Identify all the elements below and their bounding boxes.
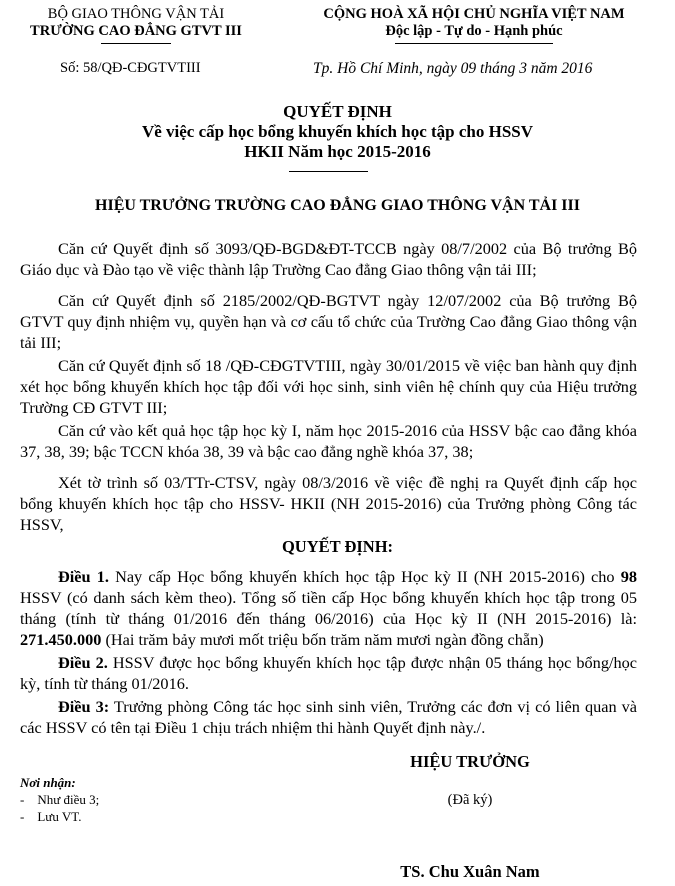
article-3: Điều 3: Trưởng phòng Công tác học sinh sinh viên, Trưởng các đơn vị có liên quan và các HSSV có tên tại Điều 1 chịu trách nhiệm thi hành Quyết định này./. — [20, 697, 638, 737]
article-1-label: Điều 1. — [58, 567, 109, 586]
article-2-label: Điều 2. — [58, 653, 108, 672]
recipient-item: - Như điều 3; — [20, 792, 100, 807]
ground-3: Căn cứ Quyết định số 18 /QĐ-CĐGTVTIII, ngày 30/01/2015 về việc ban hành quy định xét học bổng khuyến khích học tập đối với học sinh, sinh viên hệ chính quy của Hiệu trưởng Trường CĐ GTVT III; — [20, 356, 637, 417]
decision-heading: QUYẾT ĐỊNH: — [281, 537, 394, 556]
place-date: Tp. Hồ Chí Minh, ngày 09 tháng 3 năm 2016 — [313, 60, 593, 77]
header-right-rule — [395, 43, 553, 44]
ground-5: Xét tờ trình số 03/TTr-CTSV, ngày 08/3/2016 về việc đề nghị ra Quyết định cấp học bổng khuyến khích học tập cho HSSV- HKII (NH 2015-2016) của Trưởng phòng Công tác HSSV, — [20, 473, 637, 534]
header-left — [0, 6, 272, 40]
article-2: Điều 2. HSSV được học bổng khuyến khích học tập được nhận 05 tháng học bổng/học kỳ, tính từ tháng 01/2016. — [20, 653, 637, 693]
school-name: TRƯỜNG CAO ĐẲNG GTVT III — [30, 23, 242, 39]
recipients-title: Nơi nhận: — [20, 775, 76, 790]
issuing-authority: HIỆU TRƯỞNG TRƯỜNG CAO ĐẲNG GIAO THÔNG VẬN TẢI III — [95, 197, 580, 214]
title-rule — [289, 171, 368, 172]
recipient-count: 98 — [620, 567, 637, 586]
signer-position: HIỆU TRƯỞNG — [410, 752, 530, 771]
article-3-label: Điều 3: — [58, 697, 110, 716]
header-right — [275, 6, 673, 40]
recipients — [20, 774, 99, 825]
document-number: Số: 58/QĐ-CĐGTVTIII — [60, 60, 201, 76]
ground-1: Căn cứ Quyết định số 3093/QĐ-BGD&ĐT-TCCB ngày 08/7/2002 của Bộ trưởng Bộ Giáo dục và Đào tạo về việc thành lập Trường Cao đẳng Giao thông vận tải III; — [20, 239, 637, 279]
recipient-item: - Lưu VT. — [20, 809, 82, 824]
title-subject: Về việc cấp học bổng khuyến khích học tập cho HSSV — [141, 122, 534, 141]
document-title — [0, 102, 675, 162]
signed-status: (Đã ký) — [447, 792, 493, 808]
title-main: QUYẾT ĐỊNH — [283, 102, 392, 121]
national-motto: Độc lập - Tự do - Hạnh phúc — [385, 23, 563, 39]
signer-name: TS. Chu Xuân Nam — [400, 862, 540, 881]
ground-2: Căn cứ Quyết định số 2185/2002/QĐ-BGTVT ngày 12/07/2002 của Bộ trưởng Bộ GTVT quy định nhiệm vụ, quyền hạn và cơ cấu tổ chức của Trường Cao đẳng Giao thông vận tải III; — [20, 291, 637, 352]
nation-name: CỘNG HOÀ XÃ HỘI CHỦ NGHĨA VIỆT NAM — [323, 6, 625, 22]
article-1: Điều 1. Nay cấp Học bổng khuyến khích học tập Học kỳ II (NH 2015-2016) cho 98 HSSV (có danh sách kèm theo). Tổng số tiền cấp Học bổng khuyến khích học tập trong 05 tháng (tính từ tháng 01/2016 đến tháng 06/2016) của Học kỳ II (NH 2015-2016) là: 271.450.000 (Hai trăm bảy mươi mốt triệu bốn trăm năm mươi ngàn đồng chẵn) — [20, 567, 637, 649]
header-left-rule — [101, 43, 171, 44]
title-term: HKII Năm học 2015-2016 — [244, 142, 431, 161]
ground-4: Căn cứ vào kết quả học tập học kỳ I, năm học 2015-2016 của HSSV bậc cao đẳng khóa 37, 38, 39; bậc TCCN khóa 38, 39 và bậc cao đẳng nghề khóa 37, 38; — [20, 421, 637, 461]
total-amount: 271.450.000 — [20, 630, 102, 649]
ministry-name: BỘ GIAO THÔNG VẬN TẢI — [47, 6, 225, 22]
